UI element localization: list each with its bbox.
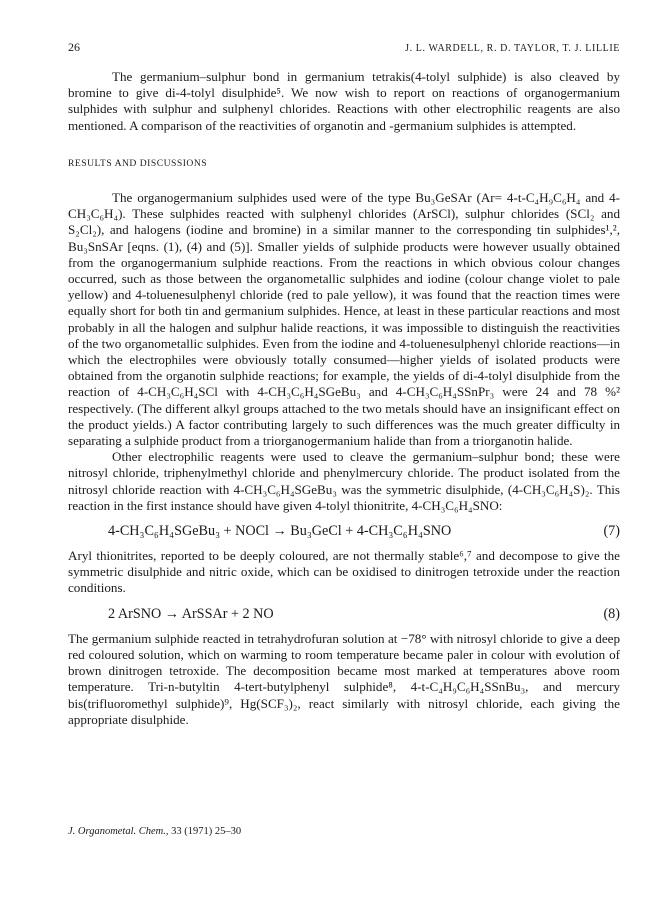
results-paragraph-4: The germanium sulphide reacted in tetrahydrofuran solution at −78° with nitrosyl chloride to give a deep red coloured solution, which on warming to room temperature became paler in colour with evolution of brown dinitrogen tetroxide. The decomposition became most marked at temperatures above room temperature. Tri-n-butyltin 4-tert-butylphenyl sulphide⁸, 4-t-C₄H₉C₆H₄SSnBu₃, and mercury bis(trifluoromethyl sulphide)⁹, Hg(SCF₃)₂, react similarly with nitrosyl chloride, each giving the appropriate disulphide. — [68, 630, 620, 727]
results-paragraph-2: Other electrophilic reagents were used to cleave the germanium–sulphur bond; these were nitrosyl chloride, triphenylmethyl chloride and phenylmercury chloride. The product isolated from the nitrosyl chloride reaction with 4-CH₃C₆H₄SGeBu₃ was the symmetric disulphide, (4-CH₃C₆H₄S)₂. This reaction in the first instance should have given 4-tolyl thionitrite, 4-CH₃C₆H₄SNO: — [68, 449, 620, 513]
results-paragraph-1: The organogermanium sulphides used were of the type Bu₃GeSAr (Ar= 4-t-C₄H₉C₆H₄ and 4-CH₃C₆H₄). These sulphides reacted with sulphenyl chlorides (ArSCl), sulphur chlorides (SCl₂ and S₂Cl₂), and halogens (iodine and bromine) in a similar manner to the corresponding tin sulphides¹,², Bu₃SnSAr [eqns. (1), (4) and (5)]. Smaller yields of sulphide products were however usually obtained from the organogermanium sulphide reactions. From the reactions in which obvious colour changes occurred, such as those between the organometallic sulphides and iodine (colour change violet to pale yellow) and 4-toluenesulphenyl chloride (red to pale yellow), it was found that the reaction times were equally short for both tin and germanium sulphides. Hence, at least in these particular reactions and most probably in all the halogen and sulphur halide reactions, it was impossible to distinguish the reactivities of the two organometallic sulphides. Even from the iodine and 4-toluenesulphenyl chloride reactions—in which the electrophiles were obviously totally consumed—higher yields of isolated products were obtained from the organotin sulphide reactions; for example, the yields of di-4-tolyl disulphide from the reaction of 4-CH₃C₆H₄SCl with 4-CH₃C₆H₄SGeBu₃ and 4-CH₃C₆H₄SSnPr₃ were 24 and 78 %² respectively. (The different alkyl groups attached to the two metals should have an insignificant effect on the product yields.) A factor contributing largely to such differences was the much greater difficulty in separating a sulphide product from a triorganogermanium halide than from a triorganotin halide. — [68, 190, 620, 449]
equation-number: (8) — [603, 605, 620, 622]
journal-name: J. Organometal. Chem., — [68, 826, 169, 837]
page-number: 26 — [68, 40, 80, 54]
page-header — [68, 40, 620, 55]
journal-citation — [68, 826, 241, 837]
page — [68, 40, 620, 728]
equation-formula: 4-CH₃C₆H₄SGeBu₃ + NOCl → Bu₃GeCl + 4-CH₃C₆H₄SNO — [108, 523, 452, 540]
equation-7 — [68, 522, 620, 540]
intro-paragraph: The germanium–sulphur bond in germanium tetrakis(4-tolyl sulphide) is also cleaved by bromine to give di-4-tolyl disulphide⁵. We now wish to report on reactions of organogermanium sulphides with sulphur and sulphenyl chlorides. Reactions with other electrophilic reagents are also mentioned. A comparison of the reactivities of organotin and -germanium sulphides is attempted. — [68, 69, 620, 133]
equation-8 — [68, 605, 620, 623]
results-paragraph-3: Aryl thionitrites, reported to be deeply coloured, are not thermally stable⁶,⁷ and decompose to give the symmetric disulphide and nitric oxide, which can be oxidised to dinitrogen tetroxide under the reaction conditions. — [68, 548, 620, 596]
equation-number: (7) — [603, 523, 620, 540]
volume-pages: 33 (1971) 25–30 — [171, 826, 242, 837]
section-heading: RESULTS AND DISCUSSIONS — [68, 157, 208, 169]
running-head: J. L. WARDELL, R. D. TAYLOR, T. J. LILLIE — [405, 43, 620, 54]
equation-formula: 2 ArSNO → ArSSAr + 2 NO — [108, 605, 274, 622]
